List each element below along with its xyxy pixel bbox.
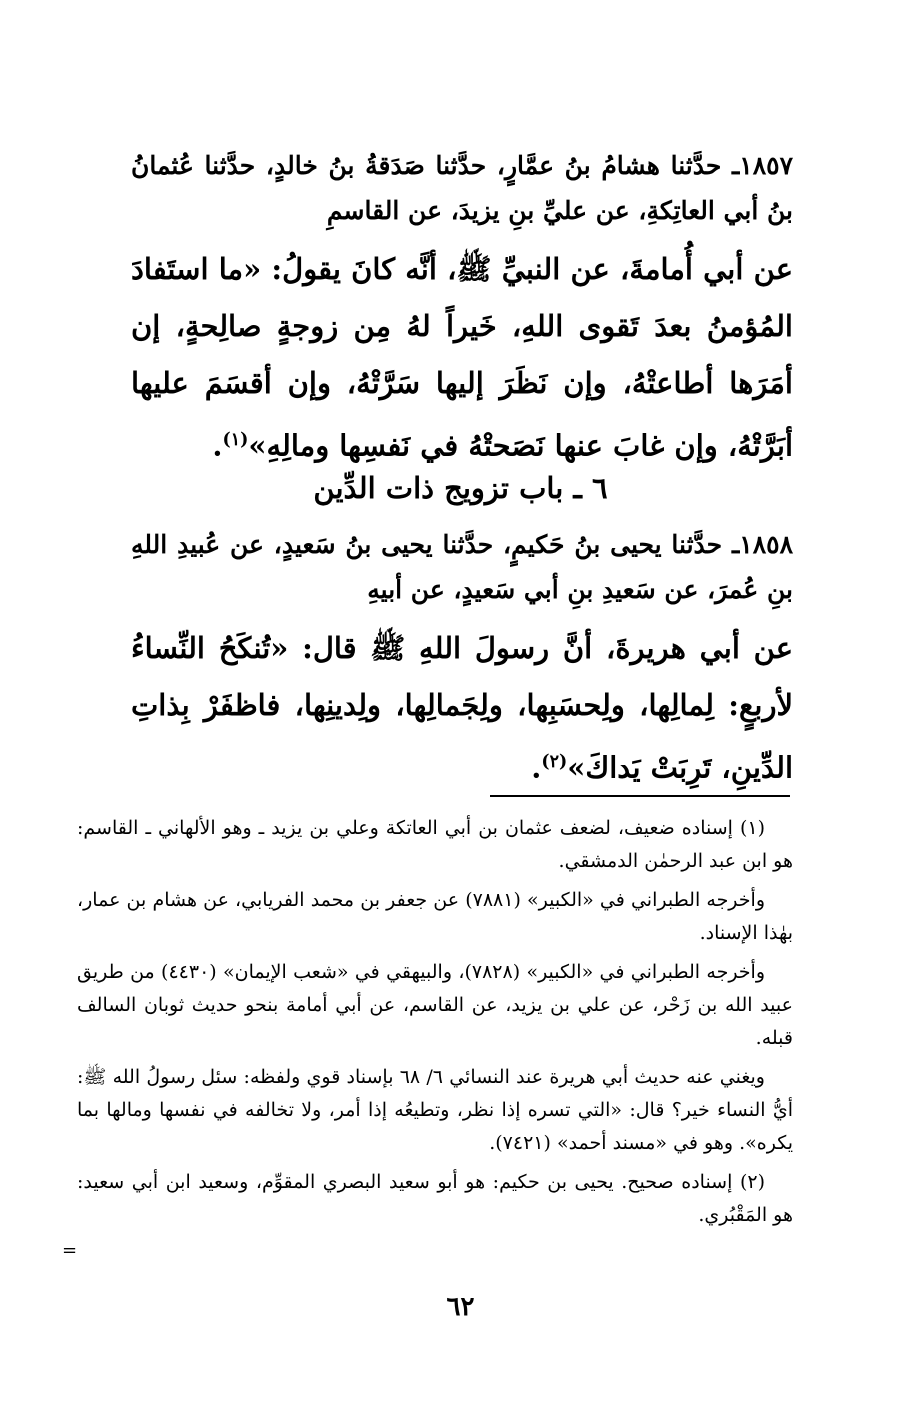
page-number: ٦٢ [446, 1292, 475, 1322]
hadith-1857-isnad [131, 143, 793, 233]
footnote-paragraph: ويغني عنه حديث أبي هريرة عند النسائي ٦/ ٦٨ بإسناد قوي ولفظه: سئل رسولُ الله ﷺ: أيُّ النساء خير؟ قال: «التي تسره إذا نظر، وتطيعُه إذا أمر، ولا تخالفه في نفسها ومالها بما يكره». وهو في «مسند أحمد» (٧٤٢١). [77, 1066, 793, 1154]
chapter-title: ٦ ـ باب تزويج ذات الدِّين [313, 471, 608, 505]
hadith-1858-matn: عن أبي هريرةَ، أنَّ رسولَ اللهِ ﷺ قال: «تُنكَحُ النِّساءُ لأربعٍ: لِمالِها، ولِحسَبِها، ولِجَمالِها، ولِدينِها، فاظفَرْ بِذاتِ الدِّينِ، تَرِبَتْ يَداكَ»$^{(٢)}$. [131, 631, 793, 785]
hadith-1857-matn-text: عن أبي أُمامةَ، عن النبيِّ ﷺ، أنَّه كانَ يقولُ: «ما استَفادَ المُؤمنُ بعدَ تَقوى اللهِ، خَيراً لهُ مِن زوجةٍ صالِحةٍ، إن أمَرَها أطاعتْهُ، وإن نَظَرَ إليها سَرَّتْهُ، وإن أقسَمَ عليها أبَرَّتْهُ، وإن غابَ عنها نَصَحتْهُ في نَفسِها ومالِهِ» [131, 252, 793, 463]
hadith-1857-matn: عن أبي أُمامةَ، عن النبيِّ ﷺ، أنَّه كانَ يقولُ: «ما استَفادَ المُؤمنُ بعدَ تَقوى اللهِ، خَيراً لهُ مِن زوجةٍ صالِحةٍ، إن أمَرَها أطاعتْهُ، وإن نَظَرَ إليها سَرَّتْهُ، وإن أقسَمَ عليها أبَرَّتْهُ، وإن غابَ عنها نَصَحتْهُ في نَفسِها ومالِهِ»$^{(١)}$. [131, 252, 793, 463]
footnote-ref-1: (١) [222, 430, 249, 450]
footnote-ref-2: (٢) [541, 752, 568, 772]
footnotes [77, 812, 793, 1238]
footnote-divider [490, 795, 790, 797]
footnote-paragraph: (١) إسناده ضعيف، لضعف عثمان بن أبي العاتكة وعلي بن يزيد ـ وهو الألهاني ـ القاسم: هو ابن عبد الرحمٰن الدمشقي. [77, 817, 793, 872]
footnote-paragraph: (٢) إسناده صحيح. يحيى بن حكيم: هو أبو سعيد البصري المقوِّم، وسعيد ابن أبي سعيد: هو المَقْبُري. [77, 1171, 793, 1226]
footnote-paragraph: وأخرجه الطبراني في «الكبير» (٧٨٨١) عن جعفر بن محمد الفريابي، عن هشام بن عمار، بهٰذا الإسناد. [77, 889, 793, 944]
hadith-1857-isnad-text: ١٨٥٧ـ حدَّثنا هشامُ بنُ عمَّارٍ، حدَّثنا صَدَقةُ بنُ خالدٍ، حدَّثنا عُثمانُ بنُ أبي العاتِكةِ، عن عليِّ بنِ يزيدَ، عن القاسمِ [131, 151, 793, 225]
hadith-1858-isnad [131, 522, 793, 612]
continuation-mark: = [62, 1240, 78, 1261]
hadith-1858-isnad-text: ١٨٥٨ـ حدَّثنا يحيى بنُ حَكيمٍ، حدَّثنا يحيى بنُ سَعيدٍ، عن عُبيدِ اللهِ بنِ عُمرَ، عن سَعيدِ بنِ أبي سَعيدٍ، عن أبيهِ [131, 530, 793, 604]
hadith-1858-matn-text: عن أبي هريرةَ، أنَّ رسولَ اللهِ ﷺ قال: «تُنكَحُ النِّساءُ لأربعٍ: لِمالِها، ولِحسَبِها، ولِجَمالِها، ولِدينِها، فاظفَرْ بِذاتِ الدِّينِ، تَرِبَتْ يَداكَ» [131, 631, 793, 785]
footnote-paragraph: وأخرجه الطبراني في «الكبير» (٧٨٢٨)، والبيهقي في «شعب الإيمان» (٤٤٣٠) من طريق عبيد الله بن زَحْر، عن علي بن يزيد، عن القاسم، عن أبي أمامة بنحو حديث ثوبان السالف قبله. [77, 961, 793, 1049]
